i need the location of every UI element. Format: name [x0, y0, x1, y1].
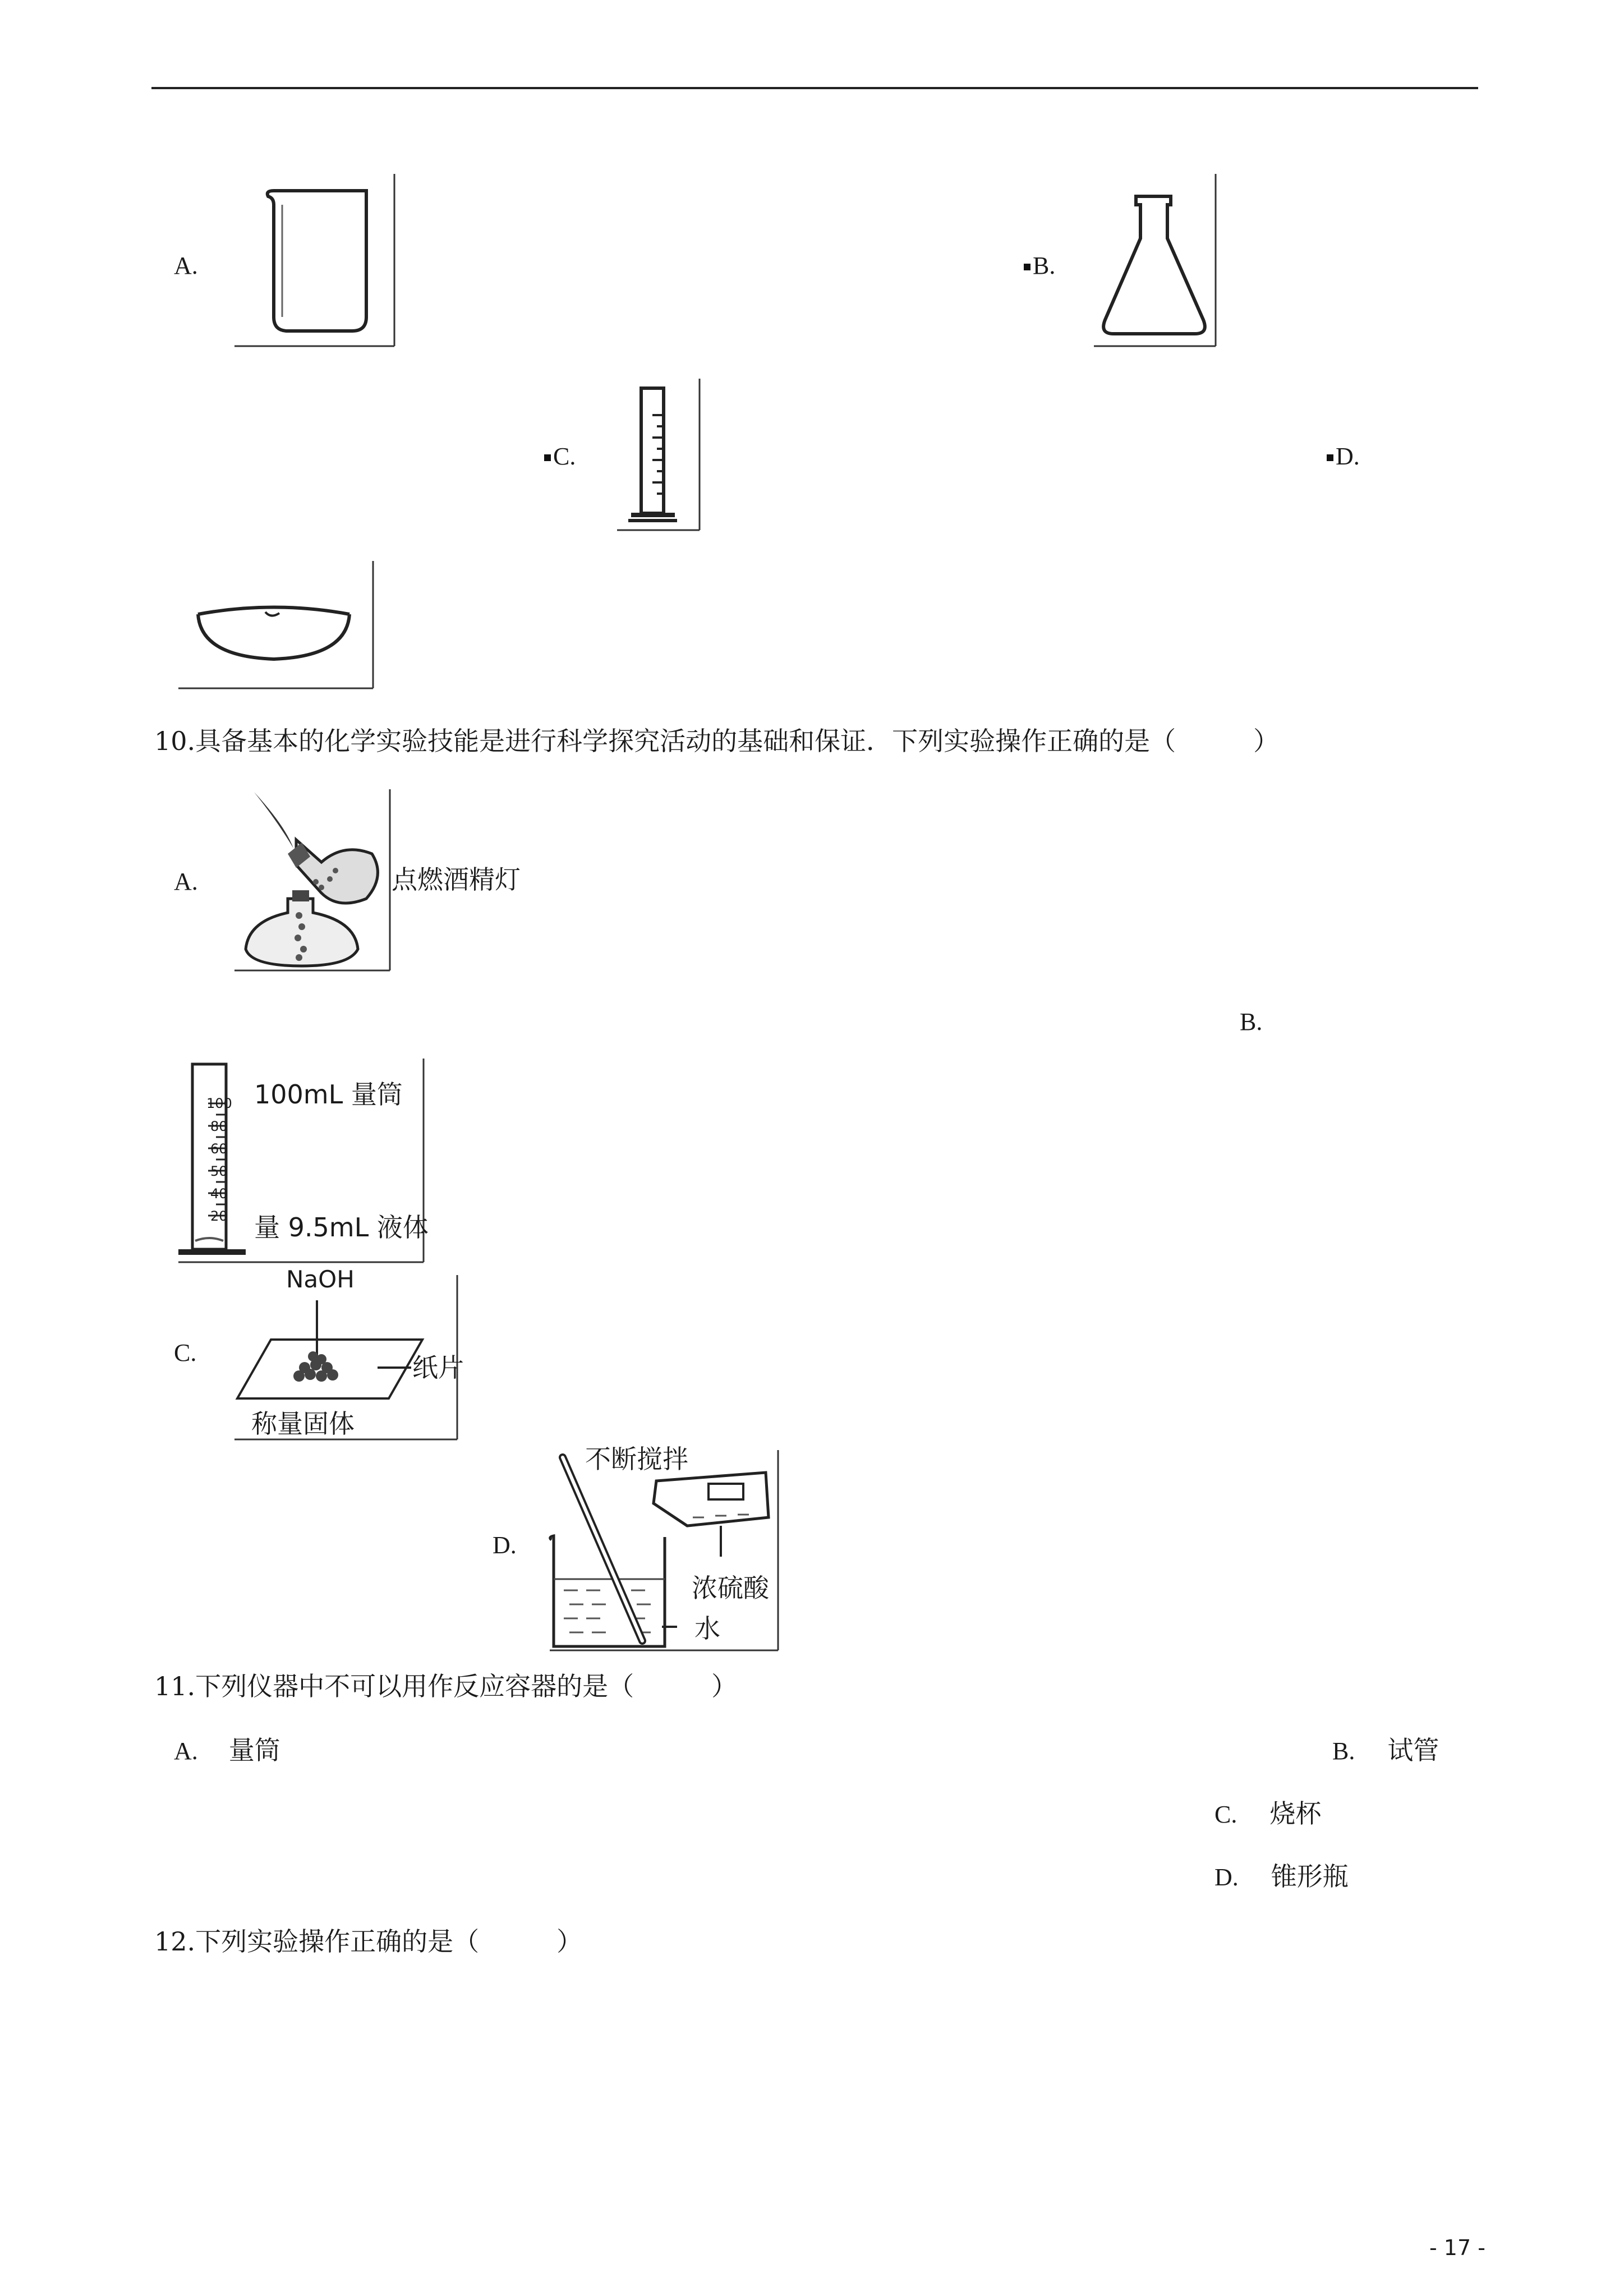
option-letter: D. [1214, 1864, 1239, 1891]
cylinder-tick-20: 20 [210, 1208, 228, 1224]
question-text: 具备基本的化学实验技能是进行科学探究活动的基础和保证．下列实验操作正确的是（ ） [195, 726, 1280, 756]
q9-option-b-letter: B. [1024, 254, 1055, 278]
question-number: 11. [154, 1671, 196, 1701]
cylinder-tick-80: 80 [210, 1119, 228, 1134]
q10-option-c-letter: C. [174, 1339, 197, 1366]
cylinder-tick-40: 40 [210, 1186, 228, 1202]
q11-stem [154, 1673, 737, 1699]
question-text: 下列仪器中不可以用作反应容器的是（ ） [195, 1671, 738, 1701]
option-text: 锥形瓶 [1271, 1861, 1349, 1892]
q9-option-d-letter: D. [1327, 444, 1360, 469]
question-number: 12. [154, 1926, 196, 1957]
page-number: - 17 - [1429, 2235, 1485, 2260]
lighting-alcohol-lamp-figure [232, 786, 394, 974]
question-text: 下列实验操作正确的是（ ） [195, 1926, 583, 1957]
q9-option-c-letter: C. [544, 444, 576, 469]
q10-option-a-letter: A. [174, 868, 198, 895]
q11-option-d [1214, 1861, 1349, 1892]
stir-label: 不断搅拌 [585, 1444, 688, 1474]
evaporating-dish-figure [176, 558, 378, 693]
bullet-icon [1024, 264, 1030, 270]
q12-stem [154, 1926, 583, 1957]
acid-label: 浓硫酸 [692, 1573, 769, 1603]
cylinder-tick-50: 50 [210, 1163, 228, 1179]
q10-stem [154, 728, 1279, 754]
q11-option-a [174, 1737, 280, 1764]
q10-option-d-letter: D. [493, 1531, 517, 1559]
q10-option-b-letter: B. [1240, 1008, 1263, 1036]
option-letter: C. [1214, 1801, 1237, 1828]
weighing-caption: 称量固体 [251, 1409, 355, 1439]
option-letter: A. [174, 1737, 198, 1765]
q9-option-a-letter: A. [174, 252, 198, 279]
question-number: 10. [154, 726, 196, 756]
option-text: 烧杯 [1269, 1798, 1322, 1829]
naoh-label: NaOH [286, 1266, 355, 1293]
q10-option-a-caption: 点燃酒精灯 [392, 864, 521, 895]
graduated-cylinder-figure [614, 376, 704, 533]
cylinder-tick-60: 60 [210, 1141, 228, 1157]
bullet-icon [1327, 454, 1333, 461]
q11-option-b [1332, 1737, 1439, 1764]
q11-option-c [1214, 1798, 1322, 1829]
cylinder-label-bottom: 量 9.5mL 液体 [254, 1212, 429, 1243]
header-rule [151, 87, 1478, 89]
option-text: 量筒 [228, 1735, 280, 1765]
bullet-icon [544, 454, 551, 461]
paper-label: 纸片 [412, 1352, 464, 1383]
beaker-figure [232, 171, 400, 351]
option-text: 试管 [1387, 1735, 1439, 1765]
diluting-acid-figure [547, 1444, 783, 1655]
cylinder-label-top: 100mL 量筒 [254, 1079, 403, 1110]
option-letter: B. [1332, 1737, 1355, 1765]
cylinder-tick-100: 100 [206, 1096, 232, 1111]
water-label: 水 [694, 1613, 720, 1644]
conical-flask-figure [1091, 171, 1220, 351]
